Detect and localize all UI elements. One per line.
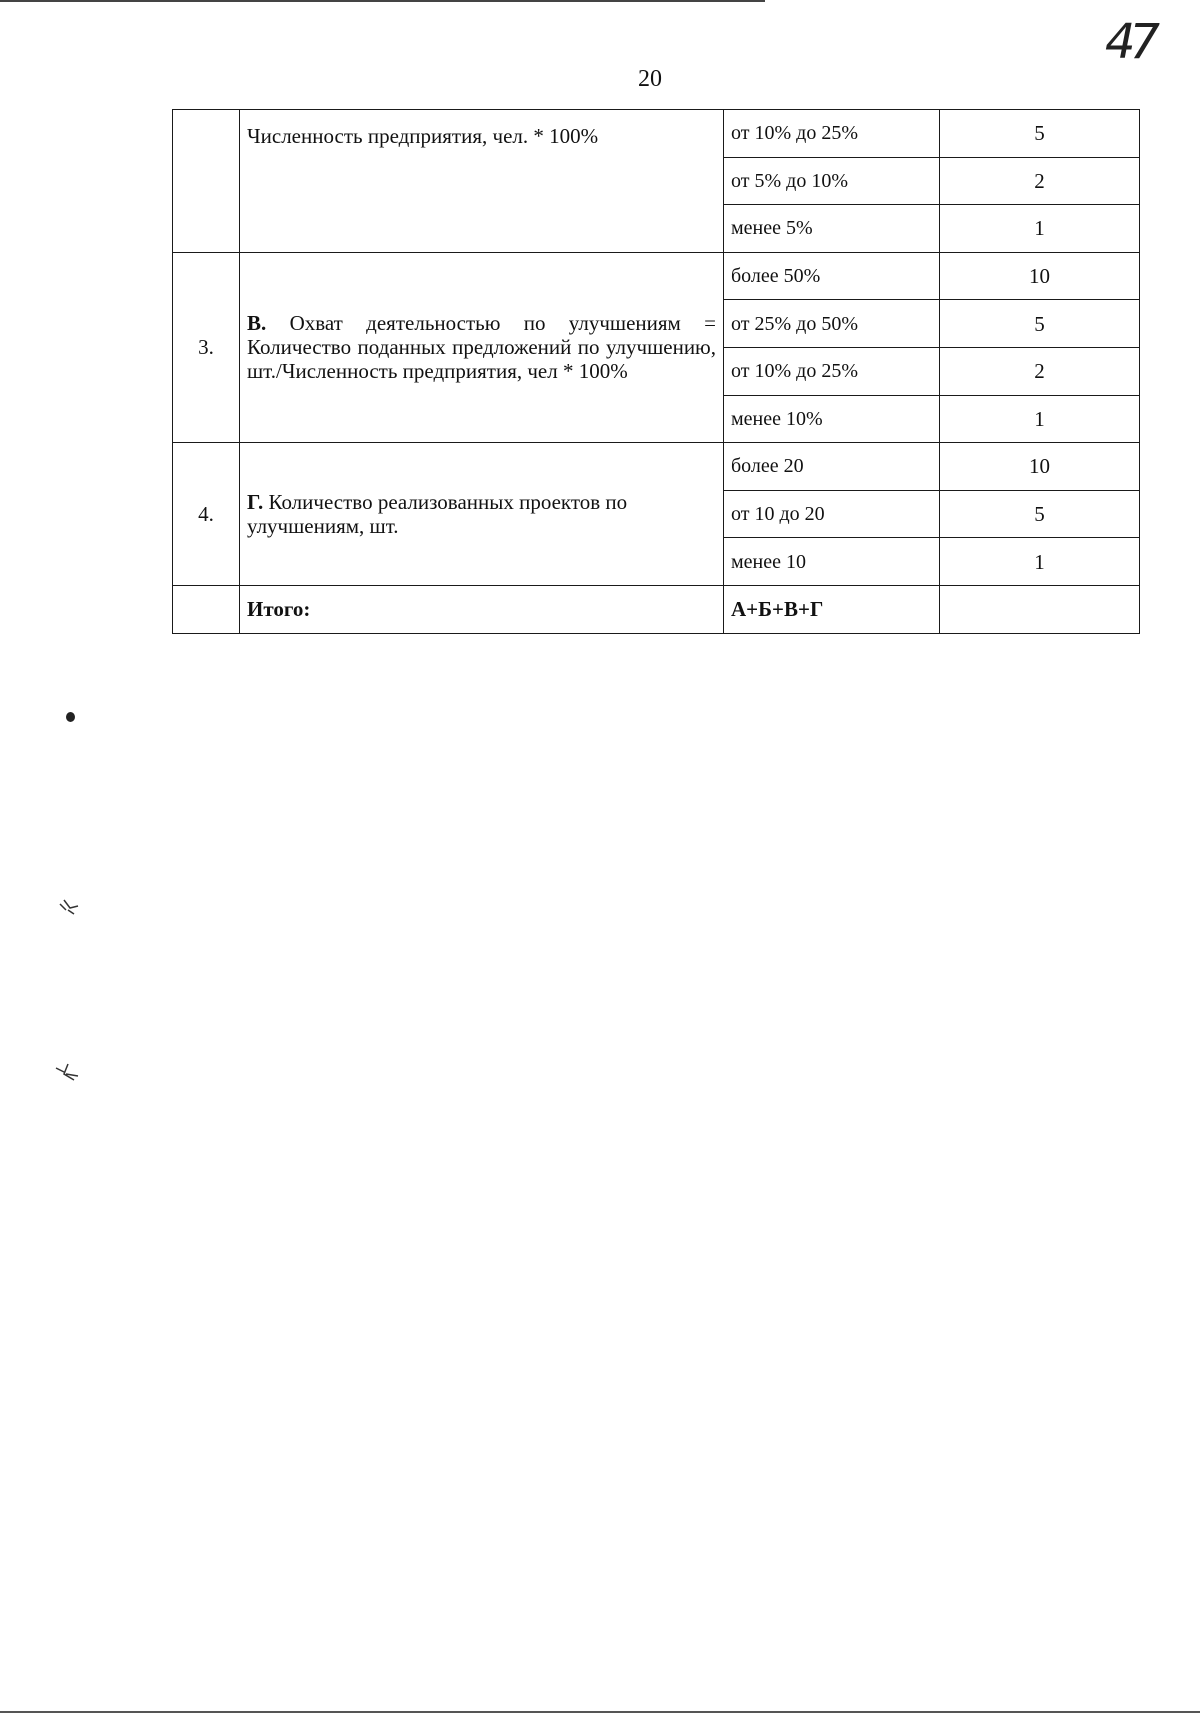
criterion-text: Количество реализованных проектов по улучшениям, шт.	[247, 490, 628, 539]
criterion-description	[240, 443, 724, 586]
range-cell: менее 5%	[724, 205, 940, 253]
scan-speck	[66, 712, 75, 722]
score-cell: 2	[940, 347, 1140, 395]
row-number	[173, 110, 240, 253]
range-cell: более 50%	[724, 252, 940, 300]
scan-edge-top	[0, 0, 765, 2]
scan-edge-bottom	[0, 1711, 1200, 1713]
criteria-table	[172, 109, 1140, 634]
row-number: 3.	[173, 252, 240, 442]
score-cell: 10	[940, 252, 1140, 300]
row-number: 4.	[173, 443, 240, 586]
criterion-letter: В.	[247, 311, 267, 336]
range-cell: от 25% до 50%	[724, 300, 940, 348]
table-row	[173, 443, 1140, 491]
score-cell: 2	[940, 157, 1140, 205]
range-cell: менее 10	[724, 538, 940, 586]
criterion-description: Численность предприятия, чел. * 100%	[240, 110, 724, 253]
criterion-text: Охват деятельностью по улучшениям = Количество поданных предложений по улучшению, шт./Численность предприятия, чел * 100%	[247, 311, 716, 384]
range-cell: от 10 до 20	[724, 490, 940, 538]
table-row	[173, 110, 1140, 158]
total-label: Итого:	[240, 585, 724, 633]
scan-smudge	[54, 1062, 84, 1084]
score-cell: 5	[940, 110, 1140, 158]
page-number: 20	[638, 66, 662, 92]
range-cell: от 5% до 10%	[724, 157, 940, 205]
handwritten-page-number: 47	[1105, 14, 1155, 70]
criterion-letter: Г.	[247, 490, 264, 515]
score-cell: 5	[940, 490, 1140, 538]
range-cell: менее 10%	[724, 395, 940, 443]
score-cell: 1	[940, 395, 1140, 443]
score-cell: 1	[940, 205, 1140, 253]
range-cell: более 20	[724, 443, 940, 491]
range-cell: от 10% до 25%	[724, 110, 940, 158]
scan-smudge	[56, 896, 86, 916]
score-cell: 1	[940, 538, 1140, 586]
criterion-description	[240, 252, 724, 442]
table-row	[173, 252, 1140, 300]
score-cell: 5	[940, 300, 1140, 348]
total-number-cell	[173, 585, 240, 633]
score-cell: 10	[940, 443, 1140, 491]
total-row	[173, 585, 1140, 633]
total-score	[940, 585, 1140, 633]
total-formula: А+Б+В+Г	[724, 585, 940, 633]
range-cell: от 10% до 25%	[724, 347, 940, 395]
